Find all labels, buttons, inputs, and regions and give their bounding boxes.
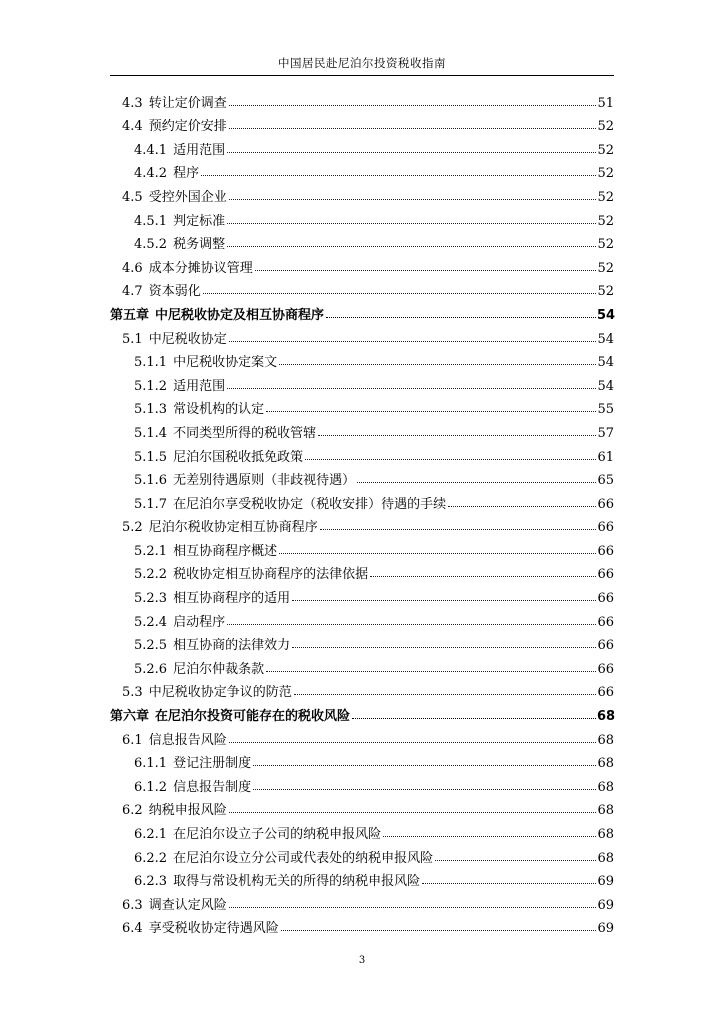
toc-entry-title: 信息报告风险	[148, 732, 227, 748]
toc-dot-leader	[229, 198, 596, 200]
toc-entry-label	[110, 729, 228, 748]
toc-page-number: 69	[597, 874, 614, 890]
toc-dot-leader	[448, 505, 596, 507]
toc-dot-leader	[201, 174, 596, 176]
toc-page-number: 66	[597, 496, 614, 512]
toc-page-number: 52	[597, 260, 614, 276]
toc-page-number: 66	[597, 614, 614, 630]
toc-entry-label	[110, 186, 228, 205]
toc-page-number: 66	[597, 520, 614, 536]
toc-entry[interactable]	[110, 111, 614, 135]
toc-entry-label	[110, 705, 351, 724]
toc-entry-number: 6.2.1	[134, 827, 168, 842]
toc-page-number: 52	[597, 213, 614, 229]
toc-entry-title: 在尼泊尔设立子公司的纳税申报风险	[173, 827, 382, 842]
toc-page-number: 68	[597, 827, 614, 842]
toc-dot-leader	[229, 127, 596, 129]
toc-entry-number: 6.3	[122, 897, 143, 913]
toc-page-number: 51	[597, 95, 614, 111]
toc-entry-label	[110, 493, 447, 512]
toc-page-number: 52	[597, 142, 614, 158]
toc-entry-number: 4.7	[122, 284, 143, 300]
toc-entry-number: 4.6	[122, 260, 143, 276]
toc-entry-label	[110, 823, 382, 842]
toc-entry[interactable]	[110, 630, 614, 654]
toc-entry[interactable]	[110, 158, 614, 182]
toc-page-number: 54	[597, 378, 614, 394]
toc-page-number: 55	[597, 402, 614, 418]
toc-entry[interactable]	[110, 252, 614, 276]
toc-entry-title: 启动程序	[173, 614, 226, 630]
toc-entry-label	[110, 870, 421, 889]
toc-entry-title: 相互协商程序概述	[173, 543, 278, 559]
toc-entry-label	[110, 611, 226, 630]
toc-entry-title: 相互协商程序的适用	[173, 591, 291, 607]
toc-entry-label	[110, 422, 317, 441]
toc-entry-number: 5.1.3	[134, 402, 168, 418]
toc-entry[interactable]	[110, 771, 614, 795]
toc-entry-label	[110, 328, 228, 347]
toc-entry-number: 5.2.3	[134, 591, 168, 607]
toc-dot-leader	[266, 670, 596, 672]
toc-dot-leader	[253, 764, 596, 766]
toc-dot-leader	[357, 481, 596, 483]
page-number: 3	[358, 955, 366, 966]
toc-entry[interactable]	[110, 134, 614, 158]
toc-page-number: 68	[597, 850, 614, 866]
toc-entry-title: 调查认定风险	[148, 897, 227, 913]
toc-entry-label	[110, 446, 304, 465]
toc-entry-number: 5.1.7	[134, 496, 168, 512]
toc-entry-number: 第五章	[110, 307, 150, 323]
toc-dot-leader	[294, 693, 596, 695]
toc-chapter-entry[interactable]	[110, 299, 614, 323]
toc-entry-title: 程序	[173, 166, 200, 182]
toc-entry-number: 5.2	[122, 520, 143, 536]
toc-entry-number: 4.5.2	[134, 237, 168, 253]
toc-entry-title: 适用范围	[173, 142, 226, 158]
toc-entry-title: 中尼税收协定案文	[173, 355, 278, 371]
toc-page-number: 52	[597, 189, 614, 205]
toc-entry-title: 成本分摊协议管理	[148, 260, 253, 276]
toc-entry-title: 转让定价调查	[148, 95, 227, 111]
toc-entry-number: 4.4	[122, 119, 143, 135]
toc-dot-leader	[279, 363, 596, 365]
toc-entry-label	[110, 257, 254, 276]
toc-page-number: 54	[597, 331, 614, 347]
toc-dot-leader	[229, 811, 596, 813]
toc-page-number: 66	[597, 567, 614, 583]
toc-entry-number: 5.1.1	[134, 355, 168, 371]
toc-entry-title: 尼泊尔税收协定相互协商程序	[148, 520, 318, 536]
toc-entry[interactable]	[110, 181, 614, 205]
toc-entry-title: 相互协商的法律效力	[173, 638, 291, 654]
toc-entry[interactable]	[110, 559, 614, 583]
toc-entry-number: 4.3	[122, 95, 143, 111]
toc-entry-title: 享受税收协定待遇风险	[148, 921, 279, 937]
toc-dot-leader	[229, 741, 596, 743]
toc-entry-label	[110, 469, 356, 488]
toc-entry[interactable]	[110, 512, 614, 536]
toc-dot-leader	[255, 269, 596, 271]
toc-entry-label	[110, 92, 228, 111]
toc-dot-leader	[203, 292, 596, 294]
toc-entry-label	[110, 516, 319, 535]
toc-page-number: 52	[597, 166, 614, 182]
toc-entry[interactable]	[110, 748, 614, 772]
toc-entry[interactable]	[110, 535, 614, 559]
toc-dot-leader	[266, 410, 596, 412]
toc-entry-number: 5.1.6	[134, 473, 168, 489]
toc-entry[interactable]	[110, 417, 614, 441]
toc-entry[interactable]	[110, 205, 614, 229]
toc-entry-label	[110, 351, 278, 370]
toc-dot-leader	[292, 599, 596, 601]
toc-entry-label	[110, 752, 252, 771]
toc-entry-label	[110, 139, 226, 158]
toc-page-number: 68	[597, 756, 614, 772]
toc-dot-leader	[370, 575, 596, 577]
toc-dot-leader	[281, 929, 596, 931]
toc-entry[interactable]	[110, 488, 614, 512]
header-divider	[110, 75, 614, 76]
toc-page-number: 52	[597, 119, 614, 135]
toc-dot-leader	[352, 717, 596, 719]
toc-entry-label	[110, 375, 226, 394]
toc-entry-title: 尼泊尔国税收抵免政策	[173, 449, 304, 465]
toc-dot-leader	[253, 788, 596, 790]
toc-page-number: 66	[597, 638, 614, 654]
toc-page-number: 52	[597, 237, 614, 253]
toc-dot-leader	[292, 646, 596, 648]
toc-page-number: 52	[597, 284, 614, 300]
toc-page-number: 54	[597, 307, 616, 323]
toc-dot-leader	[422, 882, 596, 884]
toc-entry-number: 6.1.2	[134, 779, 168, 795]
toc-entry-label	[110, 634, 291, 653]
toc-dot-leader	[227, 151, 596, 153]
toc-entry-number: 5.2.5	[134, 638, 168, 654]
toc-entry-title: 受控外国企业	[148, 189, 227, 205]
toc-entry-number: 5.2.2	[134, 567, 168, 583]
toc-entry-title: 中尼税收协定	[148, 331, 227, 347]
toc-dot-leader	[383, 835, 596, 837]
toc-entry-label	[110, 776, 252, 795]
toc-dot-leader	[318, 434, 596, 436]
toc-entry-label	[110, 304, 325, 323]
toc-entry-label	[110, 917, 280, 936]
toc-entry[interactable]	[110, 724, 614, 748]
toc-entry-title: 在尼泊尔享受税收协定（税收安排）待遇的手续	[173, 496, 447, 512]
toc-entry[interactable]	[110, 913, 614, 937]
toc-entry-number: 5.1.2	[134, 378, 168, 394]
toc-entry-label	[110, 280, 202, 299]
toc-entry-title: 登记注册制度	[173, 756, 252, 772]
toc-page-number: 66	[597, 543, 614, 559]
toc-entry-title: 不同类型所得的税收管辖	[173, 425, 317, 441]
toc-entry[interactable]	[110, 653, 614, 677]
toc-entry-label	[110, 658, 265, 677]
toc-entry-title: 信息报告制度	[173, 779, 252, 795]
toc-dot-leader	[229, 104, 596, 106]
toc-page-number: 61	[597, 449, 614, 465]
toc-page-number: 68	[597, 779, 614, 795]
toc-entry-number: 6.2.3	[134, 874, 168, 890]
toc-page-number: 66	[597, 591, 614, 607]
toc-entry-label	[110, 681, 293, 700]
toc-entry[interactable]	[110, 276, 614, 300]
toc-entry[interactable]	[110, 842, 614, 866]
toc-entry-title: 常设机构的认定	[173, 402, 265, 418]
toc-entry[interactable]	[110, 394, 614, 418]
toc-entry-number: 6.1	[122, 732, 143, 748]
toc-entry-label	[110, 210, 226, 229]
toc-page-number: 69	[597, 921, 614, 937]
toc-entry-title: 税收协定相互协商程序的法律依据	[173, 567, 369, 583]
toc-entry-title: 判定标准	[173, 213, 226, 229]
toc-dot-leader	[227, 222, 596, 224]
toc-entry-label	[110, 162, 200, 181]
toc-dot-leader	[227, 245, 596, 247]
toc-entry-number: 6.1.1	[134, 756, 168, 772]
toc-entry-label	[110, 233, 226, 252]
toc-dot-leader	[227, 387, 596, 389]
toc-entry[interactable]	[110, 606, 614, 630]
toc-entry-number: 6.4	[122, 921, 143, 937]
toc-page-number: 68	[597, 803, 614, 819]
toc-dot-leader	[227, 623, 596, 625]
toc-entry-number: 4.5.1	[134, 213, 168, 229]
toc-dot-leader	[435, 859, 596, 861]
toc-entry-label	[110, 398, 265, 417]
toc-entry-title: 资本弱化	[148, 284, 201, 300]
toc-entry[interactable]	[110, 677, 614, 701]
toc-entry-label	[110, 540, 278, 559]
toc-page-number: 66	[597, 661, 614, 677]
toc-entry-title: 无差别待遇原则（非歧视待遇）	[173, 473, 356, 489]
toc-entry-label	[110, 115, 228, 134]
toc-page-number: 68	[597, 709, 616, 725]
toc-dot-leader	[326, 316, 596, 318]
toc-entry-number: 5.2.6	[134, 661, 168, 677]
toc-entry[interactable]	[110, 465, 614, 489]
toc-entry-label	[110, 799, 228, 818]
toc-dot-leader	[279, 552, 596, 554]
toc-entry-title: 在尼泊尔设立分公司或代表处的纳税申报风险	[173, 850, 434, 866]
toc-entry-label	[110, 563, 369, 582]
toc-entry-title: 预约定价安排	[148, 119, 227, 135]
toc-page-number: 57	[597, 425, 614, 441]
toc-entry[interactable]	[110, 347, 614, 371]
toc-entry-title: 尼泊尔仲裁条款	[173, 661, 265, 677]
toc-entry[interactable]	[110, 370, 614, 394]
toc-entry-number: 5.1.4	[134, 425, 168, 441]
toc-entry-number: 5.2.1	[134, 543, 168, 559]
toc-entry-number: 6.2	[122, 803, 143, 819]
toc-entry-label	[110, 847, 434, 866]
toc-entry-number: 5.1.5	[134, 449, 168, 465]
toc-entry[interactable]	[110, 582, 614, 606]
toc-entry-number: 6.2.2	[134, 850, 168, 866]
toc-dot-leader	[305, 458, 596, 460]
toc-entry-number: 第六章	[110, 709, 150, 725]
toc-entry-title: 取得与常设机构无关的所得的纳税申报风险	[173, 874, 421, 890]
toc-entry-title: 税务调整	[173, 237, 226, 253]
toc-chapter-entry[interactable]	[110, 700, 614, 724]
toc-entry[interactable]	[110, 229, 614, 253]
toc-entry-number: 4.4.2	[134, 166, 168, 182]
toc-entry[interactable]	[110, 87, 614, 111]
toc-entry-number: 5.2.4	[134, 614, 168, 630]
toc-entry-title: 适用范围	[173, 378, 226, 394]
toc-entry[interactable]	[110, 441, 614, 465]
toc-entry-title: 中尼税收协定及相互协商程序	[155, 307, 325, 323]
toc-entry-title: 中尼税收协定争议的防范	[148, 685, 292, 701]
toc-dot-leader	[229, 340, 596, 342]
toc-dot-leader	[229, 906, 596, 908]
table-of-contents	[110, 87, 614, 936]
toc-page-number: 54	[597, 355, 614, 371]
toc-entry-label	[110, 894, 228, 913]
toc-entry[interactable]	[110, 889, 614, 913]
toc-entry-number: 5.1	[122, 331, 143, 347]
toc-entry-number: 5.3	[122, 685, 143, 701]
toc-entry[interactable]	[110, 818, 614, 842]
toc-entry-label	[110, 587, 291, 606]
toc-page-number: 65	[597, 473, 614, 489]
toc-entry-number: 4.5	[122, 189, 143, 205]
toc-dot-leader	[320, 528, 596, 530]
toc-entry-title: 在尼泊尔投资可能存在的税收风险	[155, 709, 351, 725]
toc-page-number: 68	[597, 732, 614, 748]
toc-entry[interactable]	[110, 323, 614, 347]
toc-page-number: 66	[597, 685, 614, 701]
toc-page-number: 69	[597, 897, 614, 913]
toc-entry-number: 4.4.1	[134, 142, 168, 158]
toc-entry-title: 纳税申报风险	[148, 803, 227, 819]
toc-entry[interactable]	[110, 795, 614, 819]
page-header: 中国居民赴尼泊尔投资税收指南	[278, 56, 446, 70]
toc-entry[interactable]	[110, 866, 614, 890]
